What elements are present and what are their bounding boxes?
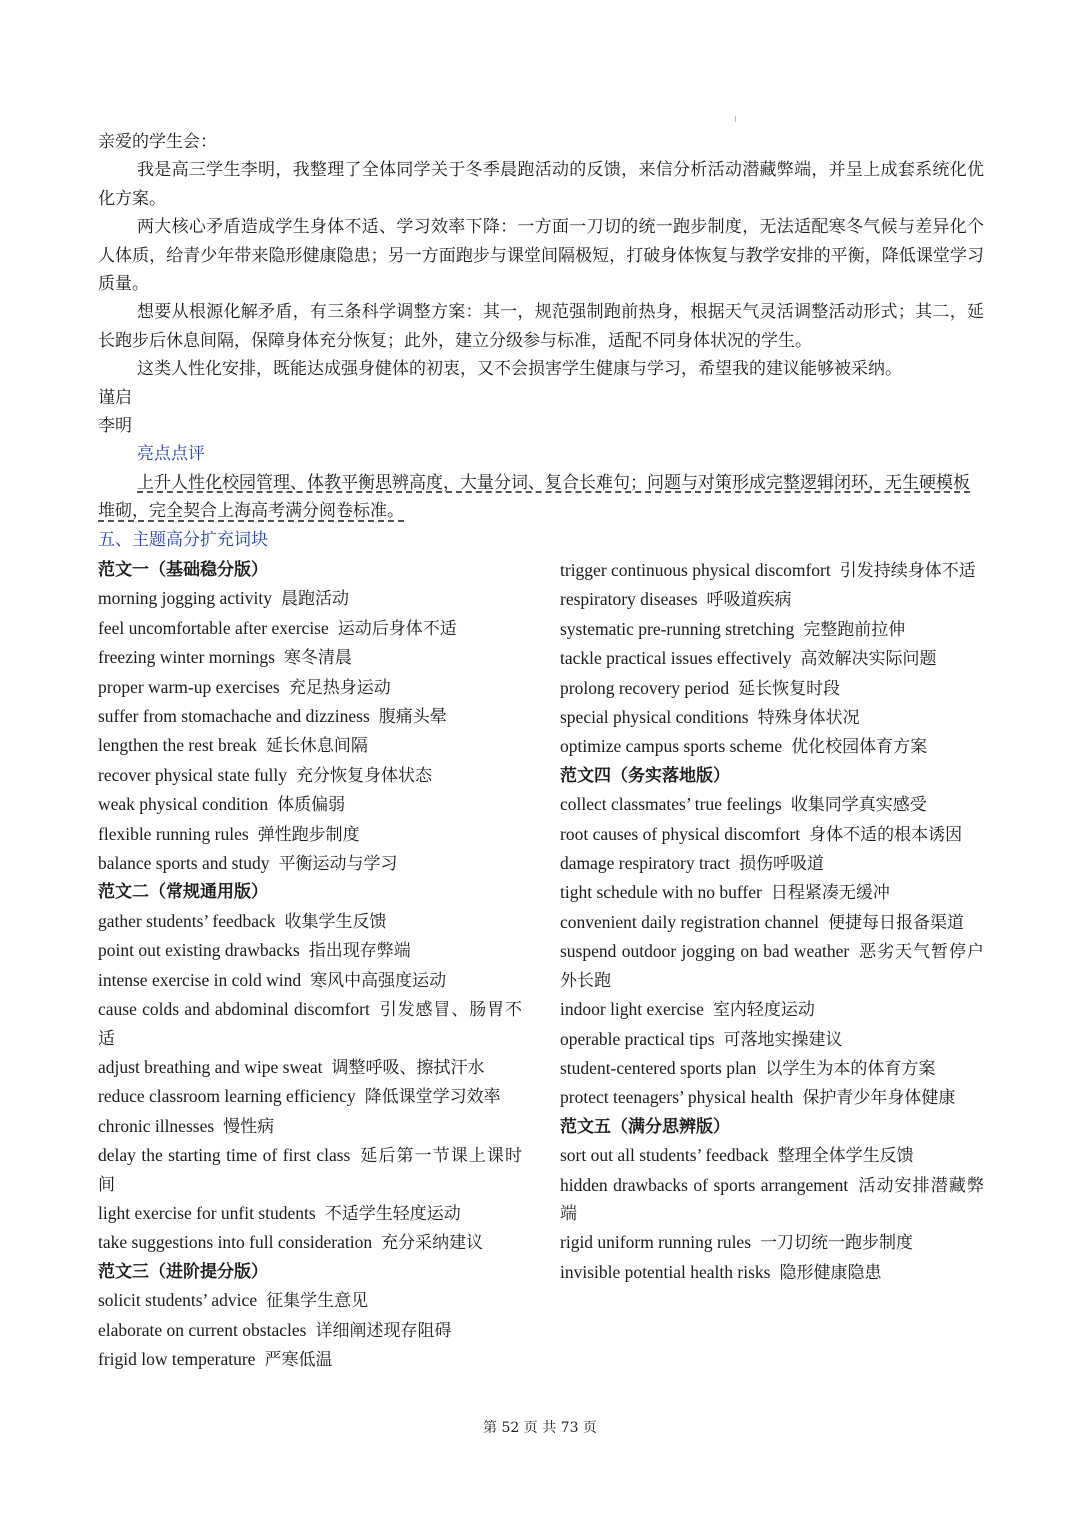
- vocabulary-group-title: 范文五（满分思辨版）: [560, 1116, 730, 1137]
- vocabulary-entry: [560, 1025, 984, 1054]
- vocabulary-english: cause colds and abdominal discomfort: [98, 999, 370, 1020]
- vocabulary-english: delay the starting time of first class: [98, 1145, 351, 1166]
- vocabulary-english: optimize campus sports scheme: [560, 736, 783, 757]
- vocabulary-entry: [98, 1345, 522, 1374]
- vocabulary-entry: [560, 1141, 984, 1170]
- vocabulary-entry: [98, 1199, 522, 1228]
- vocabulary-columns: [98, 556, 984, 1374]
- vocabulary-english: student-centered sports plan: [560, 1057, 757, 1078]
- vocabulary-chinese: 指出现存弊端: [308, 941, 411, 962]
- header-mark: [735, 116, 736, 122]
- vocabulary-chinese: 降低课堂学习效率: [364, 1087, 501, 1108]
- vocabulary-chinese: 严寒低温: [264, 1349, 333, 1370]
- vocabulary-entry: [560, 820, 984, 849]
- vocabulary-chinese: 征集学生意见: [266, 1291, 369, 1312]
- vocabulary-entry: [98, 1286, 522, 1315]
- vocabulary-chinese: 延长休息间隔: [265, 736, 368, 757]
- vocabulary-english: weak physical condition: [98, 794, 269, 815]
- vocabulary-english: light exercise for unfit students: [98, 1202, 316, 1223]
- vocabulary-english: morning jogging activity: [98, 588, 273, 609]
- vocabulary-entry: [560, 937, 984, 995]
- vocabulary-entry: [98, 1316, 522, 1345]
- vocabulary-english: invisible potential health risks: [560, 1261, 771, 1282]
- vocabulary-chinese: 便捷每日报备渠道: [828, 912, 965, 933]
- vocabulary-entry: [560, 1171, 984, 1229]
- vocabulary-entry: [560, 1083, 984, 1112]
- vocabulary-entry: [98, 820, 522, 849]
- vocabulary-entry: [560, 585, 984, 614]
- vocabulary-chinese: 调整呼吸、擦拭汗水: [331, 1057, 485, 1078]
- vocabulary-english: flexible running rules: [98, 823, 249, 844]
- vocabulary-entry: [98, 1112, 522, 1141]
- vocabulary-chinese: 损伤呼吸道: [739, 854, 825, 875]
- letter-paragraph-4: 这类人性化安排，既能达成强身健体的初衷，又不会损害学生健康与学习，希望我的建议能够被采纳。: [137, 359, 902, 380]
- vocabulary-english: chronic illnesses: [98, 1115, 215, 1136]
- vocabulary-english: adjust breathing and wipe sweat: [98, 1056, 323, 1077]
- vocabulary-entry: [560, 995, 984, 1024]
- comment-title: 亮点点评: [137, 444, 205, 465]
- comment-body: 上升人性化校园管理、体教平衡思辨高度，大量分词、复合长难句；问题与对策形成完整逻辑闭环，无生硬模板堆砌，完全契合上海高考满分阅卷标准。: [98, 472, 970, 522]
- vocabulary-english: recover physical state fully: [98, 764, 288, 785]
- vocabulary-english: damage respiratory tract: [560, 853, 731, 874]
- vocabulary-chinese: 腹痛头晕: [378, 707, 447, 728]
- vocabulary-entry: [560, 1258, 984, 1287]
- vocabulary-chinese: 可落地实操建议: [723, 1029, 843, 1050]
- vocabulary-chinese: 收集学生反馈: [284, 911, 387, 932]
- vocabulary-english: point out existing drawbacks: [98, 940, 300, 961]
- vocabulary-entry: [560, 674, 984, 703]
- vocabulary-english: suspend outdoor jogging on bad weather: [560, 941, 850, 962]
- vocabulary-entry: [98, 1053, 522, 1082]
- vocabulary-english: root causes of physical discomfort: [560, 823, 801, 844]
- vocabulary-english: reduce classroom learning efficiency: [98, 1086, 356, 1107]
- vocabulary-entry: [560, 1228, 984, 1257]
- vocabulary-english: special physical conditions: [560, 707, 749, 728]
- vocabulary-english: elaborate on current obstacles: [98, 1319, 307, 1340]
- vocabulary-chinese: 不适学生轻度运动: [324, 1203, 461, 1224]
- vocabulary-entry: [560, 878, 984, 907]
- vocabulary-entry: [98, 849, 522, 878]
- vocabulary-chinese: 充足热身运动: [288, 677, 391, 698]
- vocabulary-entry: [98, 643, 522, 672]
- letter-paragraph-2: 两大核心矛盾造成学生身体不适、学习效率下降：一方面一刀切的统一跑步制度，无法适配寒冬气候与差异化个人体质，给青少年带来隐形健康隐患；另一方面跑步与课堂间隔极短，打破身体恢复与教学安排的平衡，降低课堂学习质量。: [98, 217, 984, 295]
- vocabulary-chinese: 延后第一节课上课时间: [98, 1146, 522, 1195]
- vocabulary-chinese: 充分恢复身体状态: [296, 765, 433, 786]
- vocabulary-entry: [560, 1054, 984, 1083]
- vocabulary-english: freezing winter mornings: [98, 647, 275, 668]
- vocabulary-english: protect teenagers’ physical health: [560, 1087, 794, 1108]
- vocabulary-entry: [98, 673, 522, 702]
- vocabulary-group-title: 范文三（进阶提分版）: [98, 1261, 268, 1282]
- vocabulary-english: tackle practical issues effectively: [560, 648, 792, 669]
- letter-paragraph-1: 我是高三学生李明，我整理了全体同学关于冬季晨跑活动的反馈，来信分析活动潜藏弊端，并呈上成套系统化优化方案。: [98, 160, 984, 209]
- vocabulary-entry: [98, 731, 522, 760]
- vocabulary-chinese: 完整跑前拉伸: [803, 619, 906, 640]
- vocabulary-english: operable practical tips: [560, 1028, 715, 1049]
- vocabulary-chinese: 特殊身体状况: [757, 708, 860, 729]
- vocabulary-english: feel uncomfortable after exercise: [98, 617, 329, 638]
- vocabulary-entry: [98, 702, 522, 731]
- letter-salutation: 亲爱的学生会：: [98, 132, 217, 152]
- vocabulary-chinese: 日程紧凑无缓冲: [770, 883, 890, 904]
- vocabulary-chinese: 呼吸道疾病: [706, 590, 792, 611]
- vocabulary-english: rigid uniform running rules: [560, 1232, 752, 1253]
- letter-signature: 李明: [98, 416, 132, 437]
- vocabulary-entry: [98, 790, 522, 819]
- vocabulary-english: sort out all students’ feedback: [560, 1145, 769, 1166]
- vocabulary-chinese: 高效解决实际问题: [800, 649, 937, 670]
- page-footer: 第 52 页 共 73 页: [483, 1420, 597, 1436]
- vocabulary-group-title: 范文二（常规通用版）: [98, 882, 268, 903]
- vocabulary-entry: [98, 1228, 522, 1257]
- section-title: 五、主题高分扩充词块: [98, 529, 268, 550]
- vocabulary-english: gather students’ feedback: [98, 910, 276, 931]
- vocabulary-group-title: 范文一（基础稳分版）: [98, 560, 268, 580]
- vocabulary-chinese: 身体不适的根本诱因: [809, 824, 963, 845]
- vocabulary-chinese: 引发持续身体不适: [839, 561, 976, 581]
- vocabulary-chinese: 寒风中高强度运动: [310, 970, 447, 991]
- vocabulary-entry: [98, 1082, 522, 1111]
- vocabulary-english: convenient daily registration channel: [560, 911, 820, 932]
- vocabulary-chinese: 体质偏弱: [277, 795, 346, 816]
- vocabulary-english: hidden drawbacks of sports arrangement: [560, 1174, 849, 1195]
- vocabulary-english: intense exercise in cold wind: [98, 969, 302, 990]
- vocabulary-entry: [98, 966, 522, 995]
- vocabulary-chinese: 弹性跑步制度: [257, 824, 360, 845]
- vocabulary-english: suffer from stomachache and dizziness: [98, 706, 370, 727]
- vocabulary-english: balance sports and study: [98, 853, 270, 874]
- vocabulary-chinese: 收集同学真实感受: [790, 795, 927, 816]
- vocabulary-english: trigger continuous physical discomfort: [560, 560, 831, 580]
- vocabulary-chinese: 运动后身体不适: [337, 618, 457, 639]
- vocabulary-chinese: 寒冬清晨: [283, 648, 352, 669]
- vocabulary-entry: [98, 614, 522, 643]
- vocabulary-entry: [98, 761, 522, 790]
- vocabulary-chinese: 活动安排潜藏弊端: [560, 1175, 984, 1224]
- vocabulary-entry: [560, 556, 984, 585]
- vocabulary-right-column: [560, 556, 984, 1374]
- vocabulary-chinese: 恶劣天气暂停户外长跑: [560, 942, 984, 991]
- vocabulary-english: take suggestions into full consideration: [98, 1232, 373, 1253]
- vocabulary-chinese: 优化校园体育方案: [791, 737, 928, 758]
- vocabulary-chinese: 隐形健康隐患: [779, 1262, 882, 1283]
- vocabulary-entry: [560, 908, 984, 937]
- letter-section: [98, 128, 984, 554]
- vocabulary-english: lengthen the rest break: [98, 735, 257, 756]
- vocabulary-chinese: 延长恢复时段: [738, 678, 841, 699]
- vocabulary-group-title: 范文四（务实落地版）: [560, 765, 730, 786]
- vocabulary-entry: [560, 790, 984, 819]
- vocabulary-entry: [98, 584, 522, 613]
- vocabulary-chinese: 室内轻度运动: [712, 1000, 815, 1021]
- vocabulary-english: frigid low temperature: [98, 1348, 256, 1369]
- vocabulary-chinese: 引发感冒、肠胃不适: [98, 1000, 522, 1049]
- letter-paragraph-3: 想要从根源化解矛盾，有三条科学调整方案：其一，规范强制跑前热身，根据天气灵活调整活动形式；其二，延长跑步后休息间隔，保障身体充分恢复；此外，建立分级参与标准，适配不同身体状况的学生。: [98, 302, 984, 351]
- vocabulary-chinese: 平衡运动与学习: [278, 854, 398, 875]
- vocabulary-chinese: 晨跑活动: [281, 589, 350, 610]
- vocabulary-entry: [98, 936, 522, 965]
- vocabulary-entry: [560, 644, 984, 673]
- vocabulary-english: respiratory diseases: [560, 589, 698, 610]
- vocabulary-entry: [560, 615, 984, 644]
- vocabulary-english: solicit students’ advice: [98, 1290, 258, 1311]
- vocabulary-chinese: 充分采纳建议: [381, 1233, 484, 1254]
- vocabulary-english: indoor light exercise: [560, 999, 704, 1020]
- vocabulary-english: proper warm-up exercises: [98, 676, 280, 697]
- vocabulary-entry: [98, 1141, 522, 1199]
- vocabulary-entry: [98, 995, 522, 1053]
- vocabulary-chinese: 详细阐述现存阻碍: [315, 1320, 452, 1341]
- vocabulary-english: prolong recovery period: [560, 677, 730, 698]
- vocabulary-entry: [560, 732, 984, 761]
- vocabulary-chinese: 慢性病: [223, 1116, 275, 1137]
- vocabulary-entry: [560, 849, 984, 878]
- vocabulary-entry: [560, 703, 984, 732]
- vocabulary-entry: [98, 907, 522, 936]
- vocabulary-english: tight schedule with no buffer: [560, 882, 762, 903]
- vocabulary-chinese: 以学生为本的体育方案: [765, 1058, 936, 1079]
- vocabulary-english: collect classmates’ true feelings: [560, 794, 782, 815]
- vocabulary-left-column: [98, 556, 522, 1374]
- vocabulary-chinese: 保护青少年身体健康: [802, 1088, 956, 1109]
- vocabulary-english: systematic pre-running stretching: [560, 618, 795, 639]
- letter-closing: 谨启: [98, 387, 132, 408]
- vocabulary-chinese: 整理全体学生反馈: [777, 1146, 914, 1167]
- vocabulary-chinese: 一刀切统一跑步制度: [760, 1233, 914, 1254]
